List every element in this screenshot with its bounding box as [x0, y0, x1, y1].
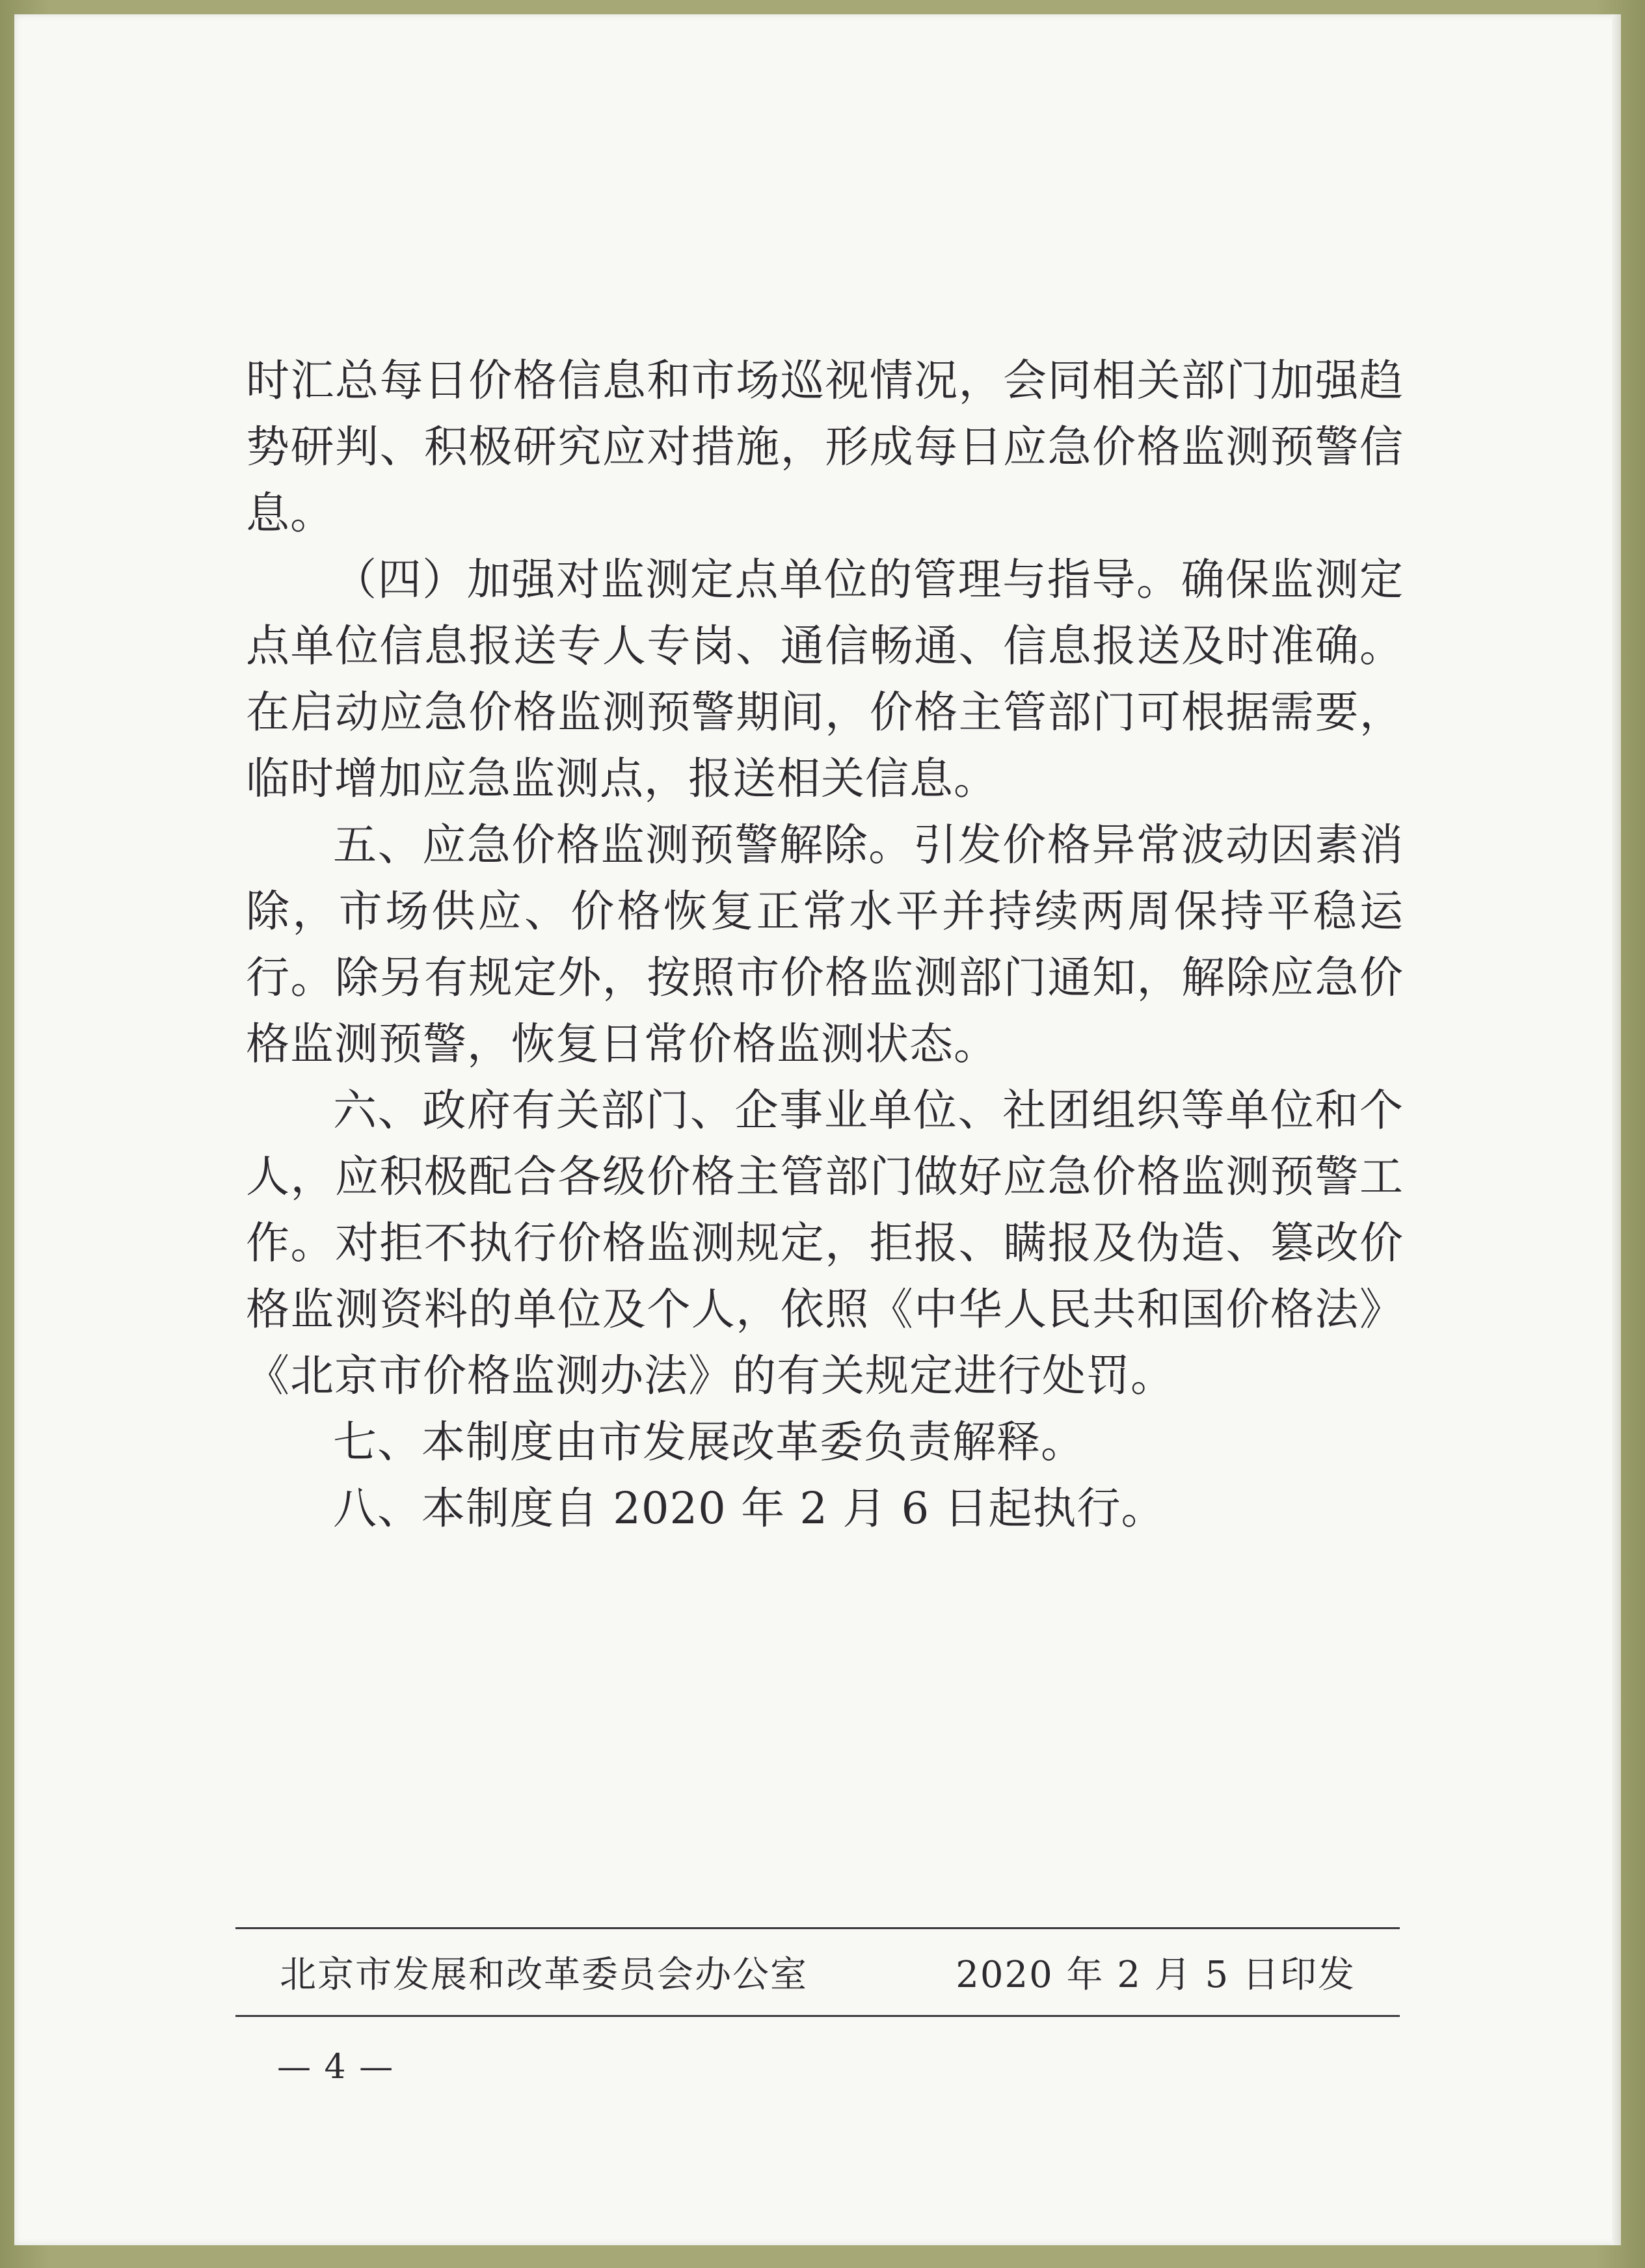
footer-bottom-rule	[235, 2015, 1400, 2017]
paragraph-monitoring-points: （四）加强对监测定点单位的管理与指导。确保监测定点单位信息报送专人专岗、通信畅通、信息报送及时准确。在启动应急价格监测预警期间，价格主管部门可根据需要，临时增加应急监测点，报送相关信息。	[246, 554, 1404, 804]
document-body	[246, 347, 1404, 1541]
paragraph-continuation: 时汇总每日价格信息和市场巡视情况，会同相关部门加强趋势研判、积极研究应对措施，形成每日应急价格监测预警信息。	[246, 355, 1404, 539]
issuer-name: 北京市发展和改革委员会办公室	[280, 1954, 808, 1996]
footer-row	[235, 1929, 1400, 2015]
page-number: — 4 —	[277, 2048, 395, 2087]
paragraph-warning-release: 五、应急价格监测预警解除。引发价格异常波动因素消除，市场供应、价格恢复正常水平并持续两周保持平稳运行。除另有规定外，按照市价格监测部门通知，解除应急价格监测预警，恢复日常价格监测状态。	[246, 820, 1404, 1069]
paragraph-interpretation: 七、本制度由市发展改革委负责解释。	[333, 1417, 1085, 1467]
issuance-footer	[235, 1927, 1400, 2017]
issue-date: 2020 年 2 月 5 日印发	[956, 1954, 1356, 1996]
paragraph-cooperation-penalty: 六、政府有关部门、企事业单位、社团组织等单位和个人，应积极配合各级价格主管部门做好应急价格监测预警工作。对拒不执行价格监测规定，拒报、瞒报及伪造、篡改价格监测资料的单位及个人，依照《中华人民共和国价格法》《北京市价格监测办法》的有关规定进行处罚。	[246, 1085, 1404, 1401]
paragraph-effective-date: 八、本制度自 2020 年 2 月 6 日起执行。	[333, 1483, 1166, 1534]
